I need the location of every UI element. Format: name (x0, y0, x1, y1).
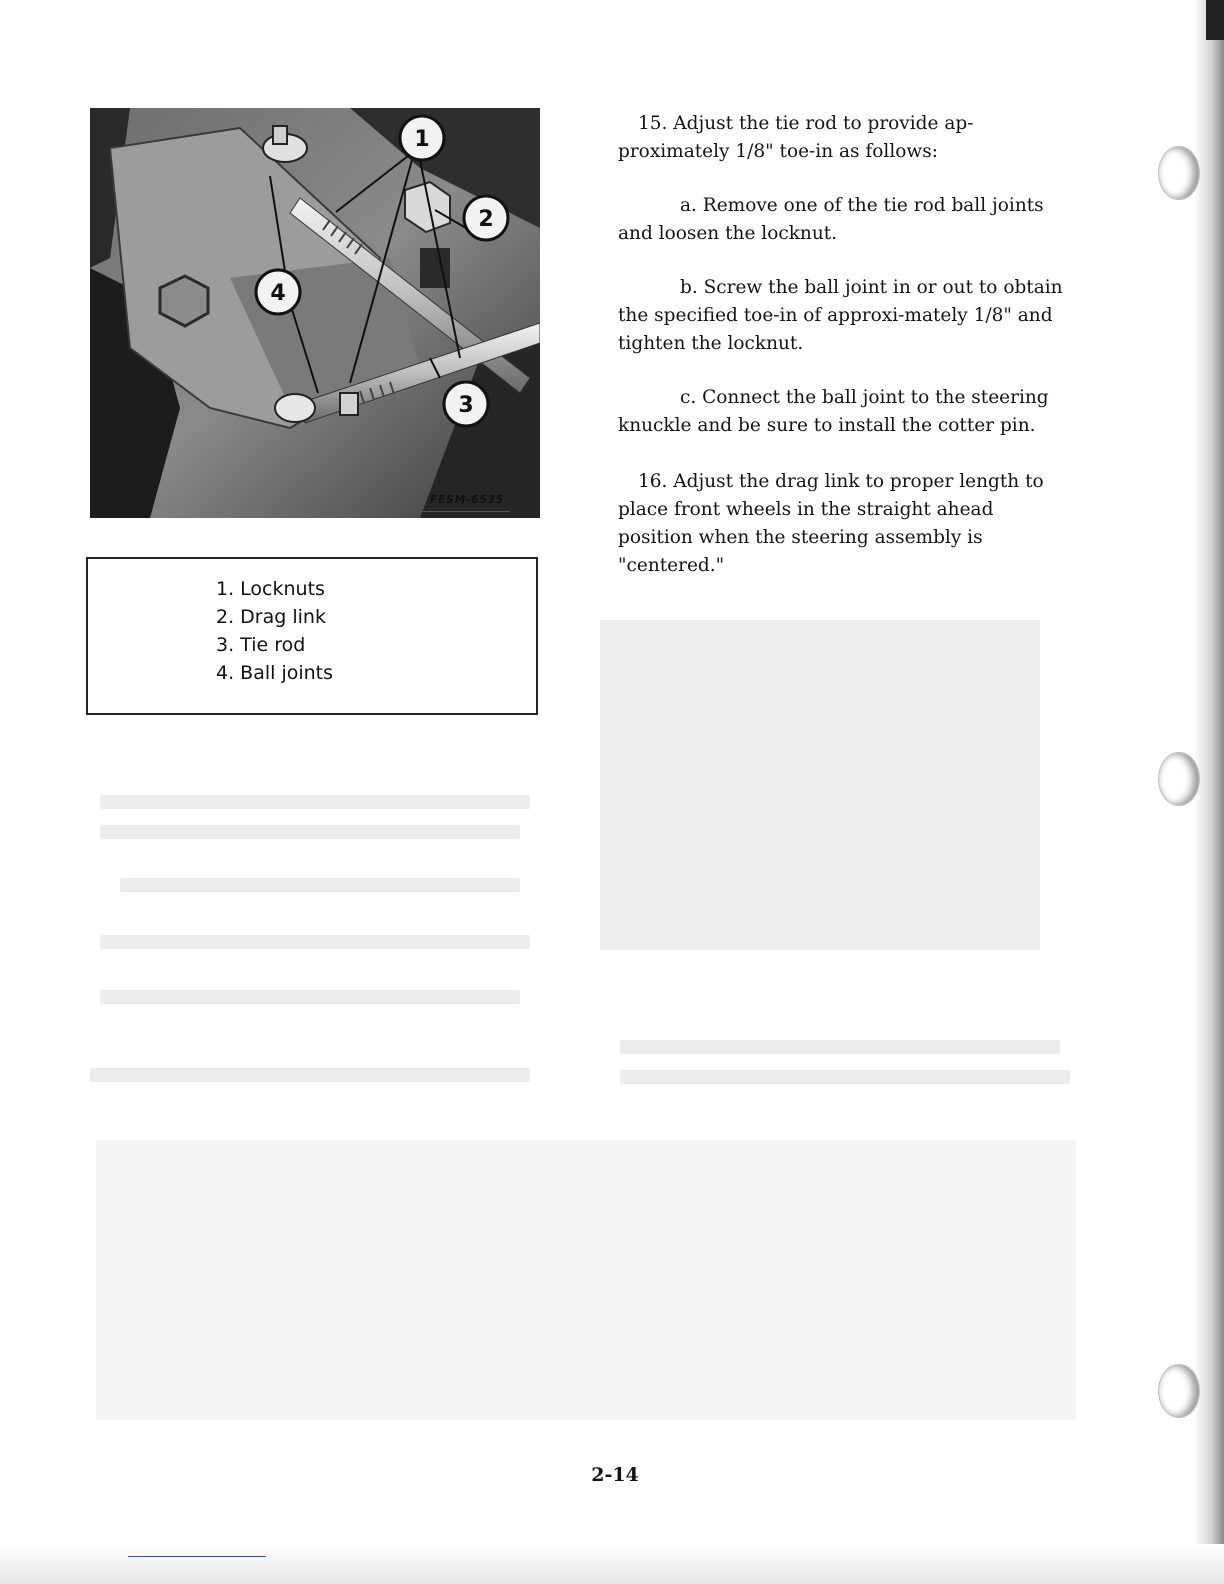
step-15c: c. Connect the ball joint to the steering knuckle and be sure to install the cotter pin. (618, 387, 1049, 436)
steering-linkage-photo (90, 108, 540, 518)
svg-text:1: 1 (414, 127, 430, 152)
step-15b: b. Screw the ball joint in or out to obtain the specified toe-in of approxi-mately 1/8" and tighten the locknut. (618, 277, 1063, 354)
step-15: 15. Adjust the tie rod to provide ap-proximately 1/8" toe-in as follows: (618, 113, 974, 162)
step-16: 16. Adjust the drag link to proper length to place front wheels in the straight ahead position when the steering assembly is "centered." (618, 471, 1044, 576)
bleed-through-line (620, 1040, 1060, 1054)
bleed-through-table (96, 1140, 1076, 1420)
figure-code-rule (420, 511, 510, 512)
scan-artifact-line (128, 1556, 266, 1557)
bleed-through-line (100, 825, 520, 839)
punch-hole (1158, 1364, 1200, 1418)
svg-text:3: 3 (458, 393, 474, 418)
punch-hole (1158, 146, 1200, 200)
page-edge-shadow (1194, 0, 1224, 1584)
bleed-through-line (90, 1068, 530, 1082)
callout-3 (444, 382, 488, 426)
callout-2 (464, 196, 508, 240)
legend-item: 1. Locknuts (216, 578, 325, 600)
legend-item: 4. Ball joints (216, 662, 334, 684)
bleed-through-figure (600, 620, 1040, 950)
step-15a: a. Remove one of the tie rod ball joints and loosen the locknut. (618, 195, 1044, 244)
legend-item: 3. Tie rod (216, 634, 306, 656)
page-number: 2-14 (591, 1464, 639, 1486)
callout-4 (256, 270, 300, 314)
page-edge-dark (1206, 0, 1224, 40)
steering-linkage-illustration (90, 108, 540, 518)
punch-hole (1158, 752, 1200, 806)
svg-text:4: 4 (270, 281, 286, 306)
bleed-through-line (620, 1070, 1070, 1084)
instructions-column (618, 110, 1064, 580)
bleed-through-line (100, 990, 520, 1004)
figure-code: FESM-6535 (430, 493, 504, 506)
page-bottom-shade (0, 1544, 1224, 1584)
bleed-through-line (100, 795, 530, 809)
bleed-through-line (100, 935, 530, 949)
legend-item: 2. Drag link (216, 606, 326, 628)
figure-legend (86, 557, 538, 715)
svg-text:2: 2 (478, 207, 494, 232)
callout-1 (400, 116, 444, 160)
bleed-through-line (120, 878, 520, 892)
